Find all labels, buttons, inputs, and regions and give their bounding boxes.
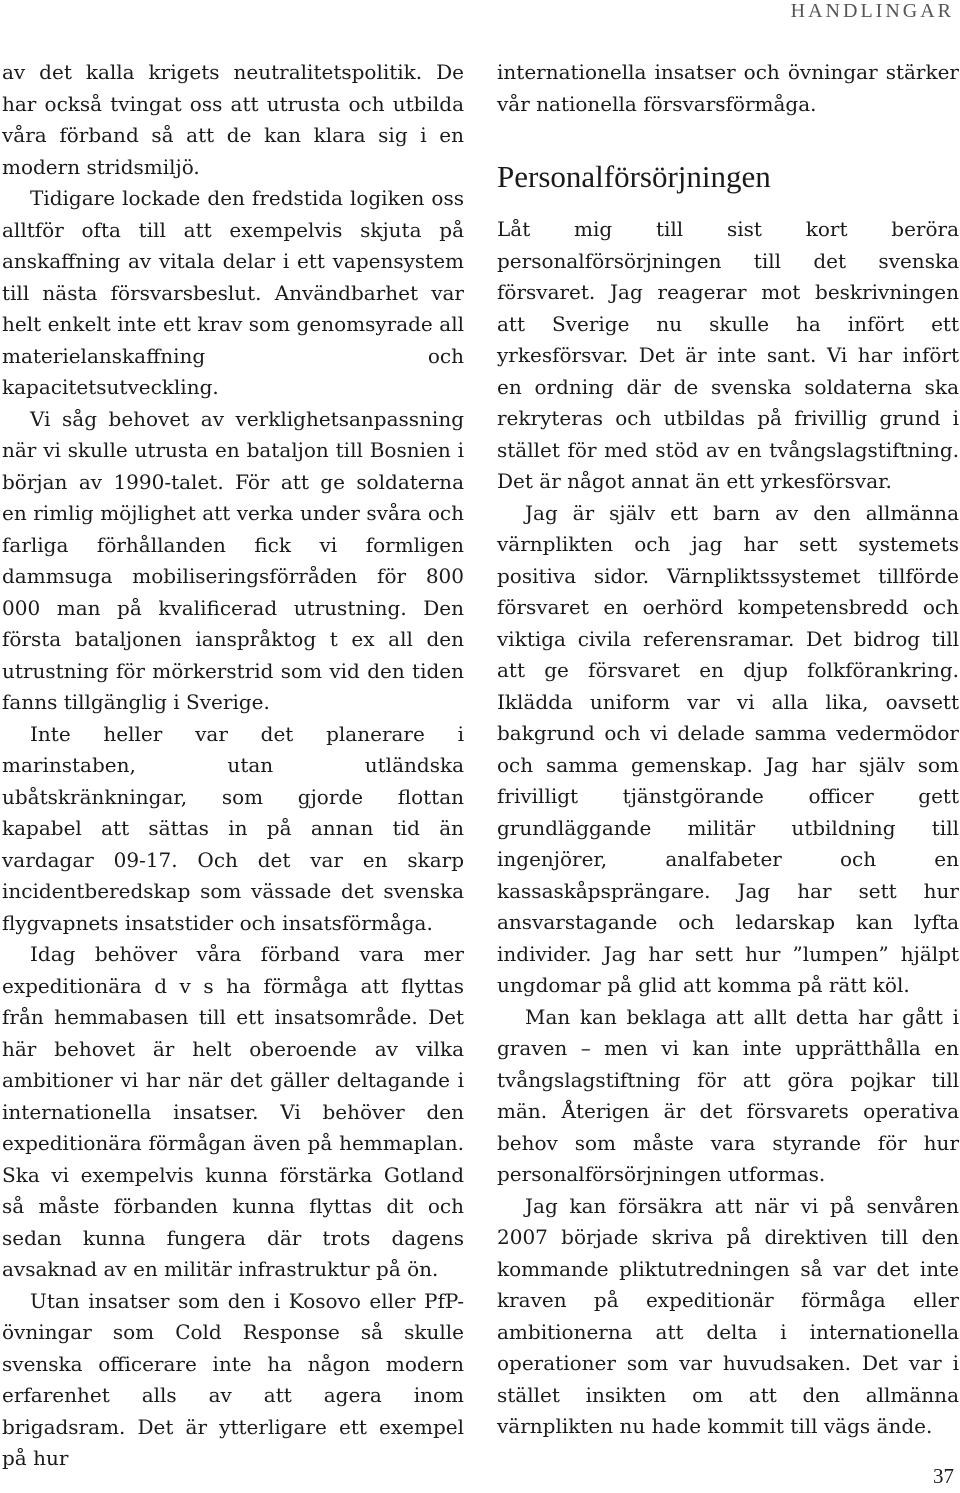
paragraph: Man kan beklaga att allt detta har gått i graven – men vi kan inte upprätthålla en tvångslagstiftning för att göra pojkar till män. Återigen är det försvarets operativa behov som måste vara styrande för hur personalförsörjningen utformas.: [497, 1004, 959, 1186]
running-head: HANDLINGAR: [790, 0, 954, 22]
page-number: 37: [933, 1464, 954, 1488]
paragraph: internationella insatser och övningar stärker vår nationella försvarsförmåga.: [497, 60, 959, 116]
paragraph: Låt mig till sist kort beröra personalförsörjningen till det svenska försvaret. Jag reagerar mot beskrivningen att Sverige nu skulle ha infört ett yrkesförsvar. Det är inte sant. Vi har infört en ordning där de svenska soldaterna ska rekryteras och utbildas på frivillig grund i stället för med stöd av en tvångslagstiftning. Det är något annat än ett yrkesförsvar.: [497, 217, 959, 493]
paragraph: Jag kan försäkra att när vi på senvåren 2007 började skriva på direktiven till den kommande pliktutredningen så var det inte kraven på expeditionär förmåga eller ambitionerna att delta i internationella operationer som var huvudsaken. Det var i stället insikten om att den allmänna värnplikten nu hade kommit till vägs ände.: [497, 1193, 959, 1438]
paragraph: Jag är själv ett barn av den allmänna värnplikten och jag har sett systemets positiva sidor. Värnpliktssystemet tillförde försvaret en oerhörd kompetensbredd och viktiga civila referensramar. Det bidrog till att ge försvaret en djup folkförankring. Iklädda uniform var vi alla lika, oavsett bakgrund och vi delade samma vedermödor och samma gemenskap. Jag har själv som frivilligt tjänstgörande officer gett grundläggande militär utbildning till ingenjörer, analfabeter och en kassaskåpsprängare. Jag har sett hur ansvarstagande och ledarskap kan lyfta individer. Jag har sett hur ”lumpen” hjälpt ungdomar på glid att komma på rätt köl.: [497, 500, 959, 997]
paragraph: Inte heller var det planerare i marinstaben, utan utländska ubåtskränkningar, som gjorde flottan kapabel att sättas in på annan tid än vardagar 09-17. Och det var en skarp incidentberedskap som vässade det svenska flygvapnets insatstider och insatsförmåga.: [2, 721, 464, 935]
section-heading: Personalförsörjningen: [497, 159, 771, 194]
paragraph: Vi såg behovet av verklighetsanpassning när vi skulle utrusta en bataljon till Bosnien i början av 1990-talet. För att ge soldaterna en rimlig möjlighet att verka under svåra och farliga förhållanden fick vi formligen dammsuga mobiliseringsförråden för 800 000 man på kvalificerad utrustning. Den första bataljonen ianspråktog t ex all den utrustning för mörkerstrid som vid den tiden fanns tillgänglig i Sverige.: [2, 406, 464, 714]
paragraph: Tidigare lockade den fredstida logiken oss alltför ofta till att exempelvis skjuta på anskaffning av vitala delar i ett vapensystem till nästa försvarsbeslut. Användbarhet var helt enkelt inte ett krav som genomsyrade all materielanskaffning och kapacitetsutveckling.: [2, 186, 464, 399]
left-column: [2, 57, 464, 1475]
right-column: [497, 57, 959, 1443]
paragraph: Utan insatser som den i Kosovo eller PfP-övningar som Cold Response så skulle svenska officerare inte ha någon modern erfarenhet alls av att agera inom brigadsram. Det är ytterligare ett exempel på hur: [2, 1288, 464, 1470]
paragraph: Idag behöver våra förband vara mer expeditionära d v s ha förmåga att flyttas från hemmabasen till ett insatsområde. Det här behovet är helt oberoende av vilka ambitioner vi har när det gäller deltagande i internationella insatser. Vi behöver den expeditionära förmågan även på hemmaplan. Ska vi exempelvis kunna förstärka Gotland så måste förbanden kunna flyttas dit och sedan kunna fungera där trots dagens avsaknad av en militär infrastruktur på ön.: [2, 942, 464, 1281]
paragraph: av det kalla krigets neutralitetspolitik. De har också tvingat oss att utrusta och utbilda våra förband så att de kan klara sig i en modern stridsmiljö.: [2, 60, 464, 179]
